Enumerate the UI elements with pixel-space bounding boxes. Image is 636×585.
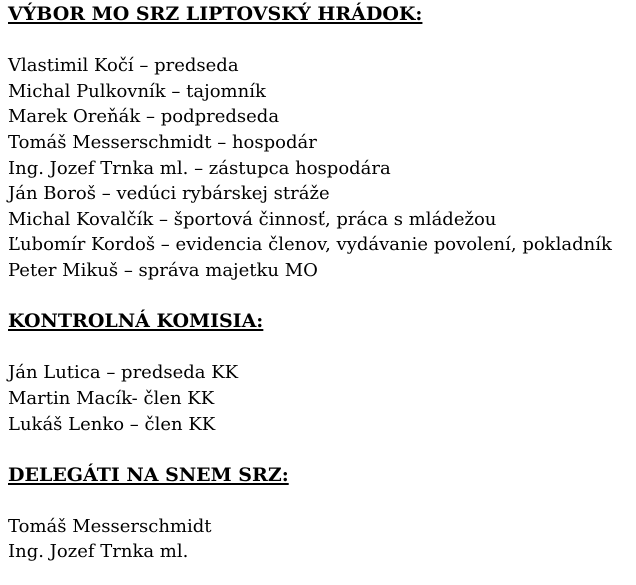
member-line: Vlastimil Kočí – predseda	[8, 55, 239, 77]
member-line: Peter Mikuš – správa majetku MO	[8, 259, 318, 281]
member-line: Lukáš Lenko – člen KK	[8, 413, 216, 435]
member-line: Tomáš Messerschmidt – hospodár	[8, 131, 317, 153]
section-heading: DELEGÁTI NA SNEM SRZ:	[8, 463, 289, 486]
member-line: Ján Lutica – predseda KK	[8, 362, 239, 384]
member-line: Michal Kovalčík – športová činnosť, práca s mládežou	[8, 208, 497, 230]
section-heading: KONTROLNÁ KOMISIA:	[8, 310, 264, 333]
member-line: Ľubomír Kordoš – evidencia členov, vydávanie povolení, pokladník	[8, 234, 612, 256]
member-line: Ing. Jozef Trnka ml. – zástupca hospodára	[8, 157, 391, 179]
member-line: Marek Oreňák – podpredseda	[8, 106, 280, 128]
member-line: Michal Pulkovník – tajomník	[8, 80, 266, 102]
committee-section	[8, 463, 628, 565]
member-line: Ján Boroš – vedúci rybárskej stráže	[8, 183, 330, 205]
member-line: Tomáš Messerschmidt	[8, 515, 212, 537]
sections-container	[8, 2, 628, 565]
section-heading: VÝBOR MO SRZ LIPTOVSKÝ HRÁDOK:	[8, 3, 423, 25]
member-line: Martin Macík- člen KK	[8, 387, 215, 409]
committee-section	[8, 2, 628, 284]
member-line: Ing. Jozef Trnka ml.	[8, 541, 189, 563]
committee-section	[8, 309, 628, 437]
